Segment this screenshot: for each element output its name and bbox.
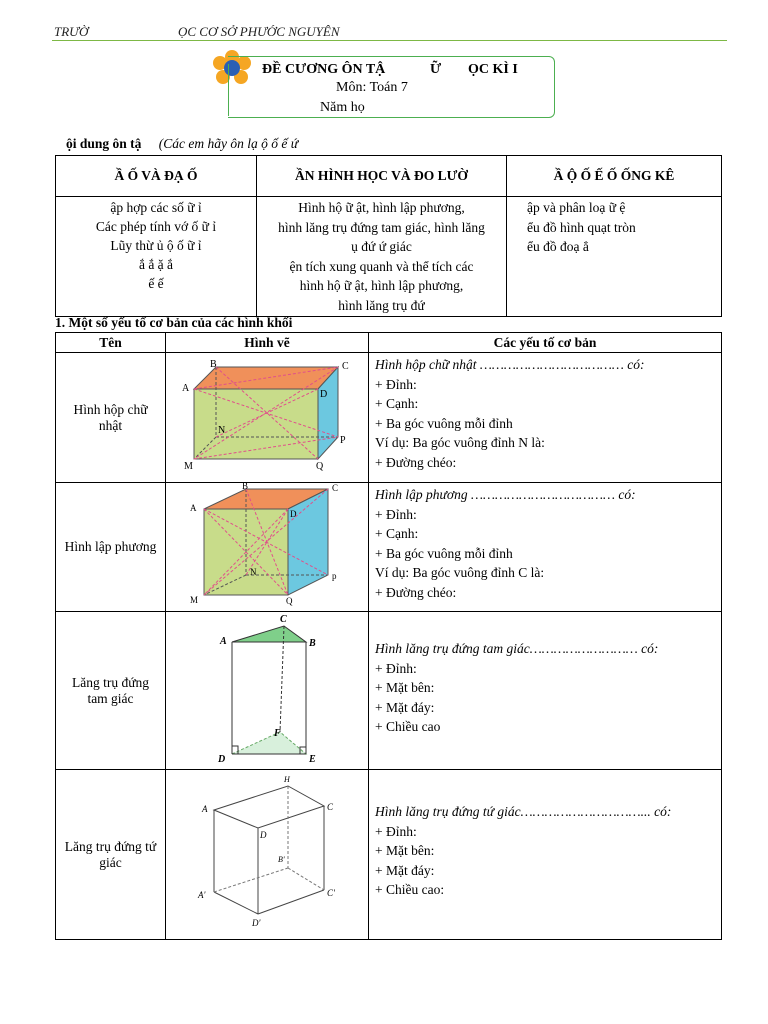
section1-title: 1. Một số yếu tố cơ bản của các hình khối bbox=[55, 315, 293, 330]
table-row bbox=[56, 353, 722, 483]
list-item: ế ế bbox=[148, 276, 164, 291]
overview-table bbox=[55, 155, 722, 317]
title-frame-left bbox=[228, 64, 229, 116]
vertex-label: A' bbox=[198, 890, 206, 900]
vertex-label: M bbox=[184, 461, 193, 472]
list-item: ập và phân loạ ữ ệ bbox=[527, 200, 626, 215]
vertex-label: Q bbox=[316, 461, 324, 472]
list-item: hình lăng trụ đứ bbox=[338, 297, 425, 313]
shape-figure-cell bbox=[166, 483, 369, 612]
vertex-label: A bbox=[190, 503, 197, 513]
vertex-label: A bbox=[202, 804, 208, 814]
document-title-b: Ữ bbox=[430, 62, 442, 77]
vertex-label: B bbox=[242, 483, 249, 491]
overview-col-numbers bbox=[56, 197, 257, 317]
shape-properties bbox=[369, 612, 722, 770]
property-line: + Chiều cao: bbox=[375, 882, 445, 897]
vertex-label: C bbox=[280, 614, 287, 625]
list-item: ụ đứ ứ giác bbox=[351, 239, 412, 254]
property-line: + Đỉnh: bbox=[375, 506, 417, 522]
shapes-header-row bbox=[56, 333, 722, 353]
vertex-label: N bbox=[218, 425, 226, 436]
vertex-label: A bbox=[220, 636, 227, 647]
property-line: + Ba góc vuông mỗi đỉnh bbox=[375, 545, 513, 561]
property-heading: Hình lăng trụ đứng tam giác……………………… có: bbox=[375, 641, 659, 656]
shape-properties bbox=[369, 483, 722, 612]
shapes-header-cell: Tên bbox=[56, 333, 166, 353]
shape-name: Hình hộp chữ nhật bbox=[56, 353, 166, 483]
vertex-label: C bbox=[332, 483, 339, 493]
property-line: + Mặt bên: bbox=[375, 680, 435, 695]
property-line: + Đỉnh: bbox=[375, 376, 417, 392]
shapes-header-cell: Hình vẽ bbox=[166, 333, 369, 353]
list-item: ện tích xung quanh và thể tích các bbox=[289, 258, 474, 274]
shape-properties bbox=[369, 770, 722, 940]
vertex-label: C' bbox=[327, 888, 335, 898]
shapes-table bbox=[55, 332, 722, 940]
property-line: + Mặt bên: bbox=[375, 843, 435, 858]
section-intro-note: (Các em hãy ôn lạ ộ ố ế ứ bbox=[158, 136, 299, 151]
list-item: ểu đồ đoạ ẳ bbox=[527, 239, 589, 254]
property-line: + Mặt đáy: bbox=[375, 862, 435, 878]
document-title-a: ĐỀ CƯƠNG ÔN TẬ bbox=[262, 62, 386, 77]
shape-properties bbox=[369, 353, 722, 483]
vertex-label: N bbox=[250, 567, 257, 577]
document-title-c: ỌC KÌ I bbox=[468, 62, 518, 77]
property-line: + Đỉnh: bbox=[375, 823, 417, 839]
list-item: Lũy thừ ủ ộ ố ữ ỉ bbox=[110, 238, 202, 253]
triangular-prism-figure bbox=[166, 612, 366, 765]
section-intro-label: ội dung ôn tậ bbox=[66, 136, 142, 151]
vertex-label: p bbox=[332, 571, 337, 581]
property-line: + Cạnh: bbox=[375, 396, 419, 411]
school-name-part2: ỌC CƠ SỞ PHƯỚC NGUYÊN bbox=[178, 24, 340, 39]
vertex-label: C bbox=[342, 361, 349, 372]
property-line: Ví dụ: Ba góc vuông đỉnh N là: bbox=[375, 435, 545, 450]
overview-header-cell: ẦN HÌNH HỌC VÀ ĐO LƯỜ bbox=[257, 156, 507, 197]
subject-label: Môn: Toán 7 bbox=[336, 80, 408, 95]
shape-name: Hình lập phương bbox=[56, 483, 166, 612]
overview-content-row bbox=[56, 197, 722, 317]
shape-figure-cell bbox=[166, 612, 369, 770]
property-line: + Chiều cao bbox=[375, 719, 441, 734]
bottom-face bbox=[232, 732, 306, 754]
quadrilateral-prism-figure bbox=[166, 770, 366, 935]
list-item: ểu đồ hình quạt tròn bbox=[527, 219, 636, 235]
shape-figure-cell bbox=[166, 770, 369, 940]
overview-header-cell: Ầ Ộ Ố Ế Ố ỐNG KÊ bbox=[507, 156, 722, 197]
property-line: + Đường chéo: bbox=[375, 454, 457, 470]
property-line: + Mặt đáy: bbox=[375, 699, 435, 715]
overview-col-geometry bbox=[257, 197, 507, 317]
shape-name: Lăng trụ đứng tam giác bbox=[56, 612, 166, 770]
vertex-label: D bbox=[290, 509, 297, 519]
vertex-label: M bbox=[190, 595, 199, 605]
list-item: hình hộ ữ ật, hình lập phương, bbox=[299, 278, 464, 293]
vertex-label: D' bbox=[252, 918, 261, 928]
top-face bbox=[232, 626, 306, 642]
shape-figure-cell bbox=[166, 353, 369, 483]
table-row bbox=[56, 612, 722, 770]
cube-figure bbox=[166, 483, 366, 607]
property-heading: Hình hộp chữ nhật ……………………………… có: bbox=[375, 357, 645, 372]
table-row bbox=[56, 483, 722, 612]
overview-col-statistics bbox=[507, 197, 722, 317]
vertex-label: D bbox=[260, 830, 267, 840]
property-line: Ví dụ: Ba góc vuông đỉnh C là: bbox=[375, 565, 545, 580]
list-item: ắ ắ ặ ắ bbox=[138, 257, 174, 272]
vertex-label: B bbox=[210, 359, 217, 370]
vertex-label: B bbox=[309, 638, 316, 649]
vertex-label: Q bbox=[286, 596, 293, 606]
property-line: + Ba góc vuông mỗi đỉnh bbox=[375, 415, 513, 431]
list-item: Hình hộ ữ ật, hình lập phương, bbox=[298, 200, 465, 215]
school-year-label: Năm họ bbox=[320, 100, 365, 115]
overview-header-row bbox=[56, 156, 722, 197]
vertex-label: P bbox=[340, 435, 346, 446]
property-heading: Hình lăng trụ đứng tứ giác…………………………... có: bbox=[375, 804, 672, 819]
property-line: + Đỉnh: bbox=[375, 660, 417, 676]
shape-name: Lăng trụ đứng tứ giác bbox=[56, 770, 166, 940]
shapes-header-cell: Các yếu tố cơ bản bbox=[369, 333, 722, 353]
school-name-part1: TRƯỜ bbox=[54, 24, 89, 39]
vertex-label: A bbox=[182, 383, 190, 394]
table-row bbox=[56, 770, 722, 940]
vertex-label: E bbox=[309, 754, 316, 765]
vertex-label: H bbox=[284, 775, 290, 784]
property-line: + Cạnh: bbox=[375, 526, 419, 541]
list-item: hình lăng trụ đứng tam giác, hình lăng bbox=[278, 219, 485, 235]
property-heading: Hình lập phương ……………………………… có: bbox=[375, 487, 636, 502]
list-item: ập hợp các số ữ ỉ bbox=[110, 200, 202, 215]
cuboid-figure bbox=[166, 353, 366, 478]
list-item: Các phép tính vớ ố ữ ỉ bbox=[95, 219, 217, 234]
property-line: + Đường chéo: bbox=[375, 584, 457, 600]
vertex-label: C bbox=[327, 802, 334, 812]
overview-header-cell: Ầ Ố VÀ ĐẠ Ố bbox=[56, 156, 257, 197]
section-intro bbox=[66, 136, 298, 152]
vertex-label: D bbox=[218, 754, 226, 765]
vertex-label: D bbox=[320, 389, 328, 400]
header-divider bbox=[52, 40, 727, 41]
vertex-label: B' bbox=[278, 855, 285, 864]
vertex-label: F bbox=[274, 728, 281, 739]
